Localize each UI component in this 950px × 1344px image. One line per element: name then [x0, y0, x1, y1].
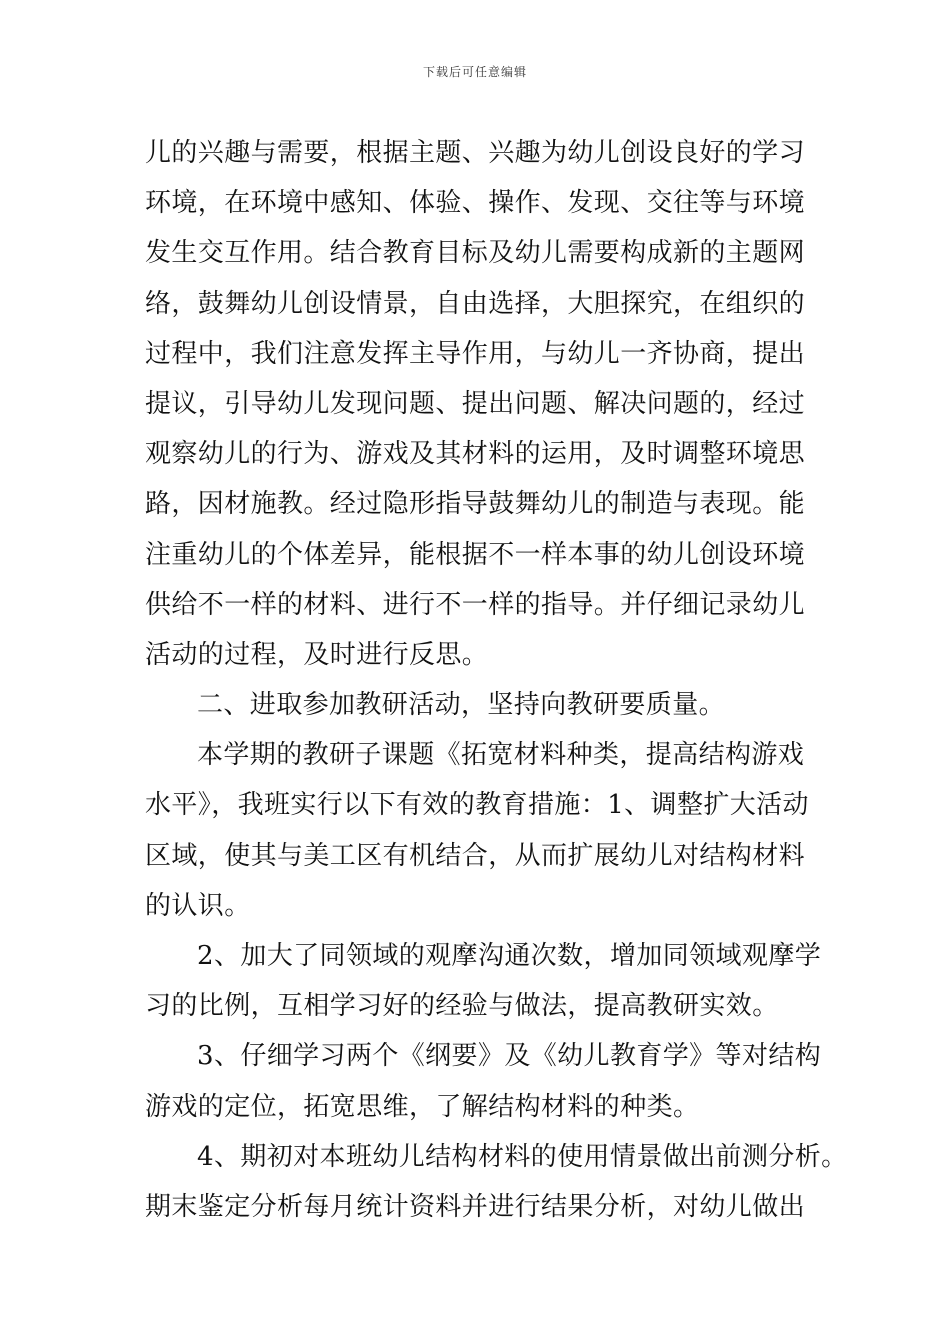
text-line: 路，因材施教。经过隐形指导鼓舞幼儿的制造与表现。能 [145, 489, 806, 520]
text-line: 本学期的教研子课题《拓宽材料种类，提高结构游戏 [197, 740, 805, 771]
text-line: 4、期初对本班幼儿结构材料的使用情景做出前测分析。 [197, 1141, 848, 1172]
text-line: 水平》，我班实行以下有效的教育措施：1、调整扩大活动 [145, 790, 809, 821]
text-line: 过程中，我们注意发挥主导作用，与幼儿一齐协商，提出 [145, 338, 806, 369]
text-line: 3、仔细学习两个《纲要》及《幼儿教育学》等对结构 [197, 1041, 822, 1072]
text-line: 观察幼儿的行为、游戏及其材料的运用，及时调整环境思 [145, 439, 806, 470]
text-line: 供给不一样的材料、进行不一样的指导。并仔细记录幼儿 [145, 589, 806, 620]
page-header: 下载后可任意编辑 [422, 65, 527, 79]
document-body [145, 128, 848, 1232]
text-line: 二、进取参加教研活动，坚持向教研要质量。 [197, 690, 726, 721]
text-line: 儿的兴趣与需要，根据主题、兴趣为幼儿创设良好的学习 [145, 138, 806, 168]
text-line: 络，鼓舞幼儿创设情景，自由选择，大胆探究，在组织的 [145, 288, 806, 319]
text-line: 区域，使其与美工区有机结合，从而扩展幼儿对结构材料 [145, 840, 806, 871]
text-line: 发生交互作用。结合教育目标及幼儿需要构成新的主题网 [145, 238, 806, 269]
text-line: 活动的过程，及时进行反思。 [145, 639, 489, 670]
text-line: 提议，引导幼儿发现问题、提出问题、解决问题的，经过 [145, 388, 806, 419]
text-line: 的认识。 [145, 890, 251, 921]
text-line: 习的比例，互相学习好的经验与做法，提高教研实效。 [145, 991, 779, 1022]
text-line: 环境，在环境中感知、体验、操作、发现、交往等与环境 [145, 188, 806, 219]
text-line: 期末鉴定分析每月统计资料并进行结果分析，对幼儿做出 [145, 1191, 806, 1222]
text-line: 2、加大了同领域的观摩沟通次数，增加同领域观摩学 [197, 941, 822, 971]
text-line: 注重幼儿的个体差异，能根据不一样本事的幼儿创设环境 [145, 539, 806, 570]
text-line: 游戏的定位，拓宽思维，了解结构材料的种类。 [145, 1091, 700, 1122]
